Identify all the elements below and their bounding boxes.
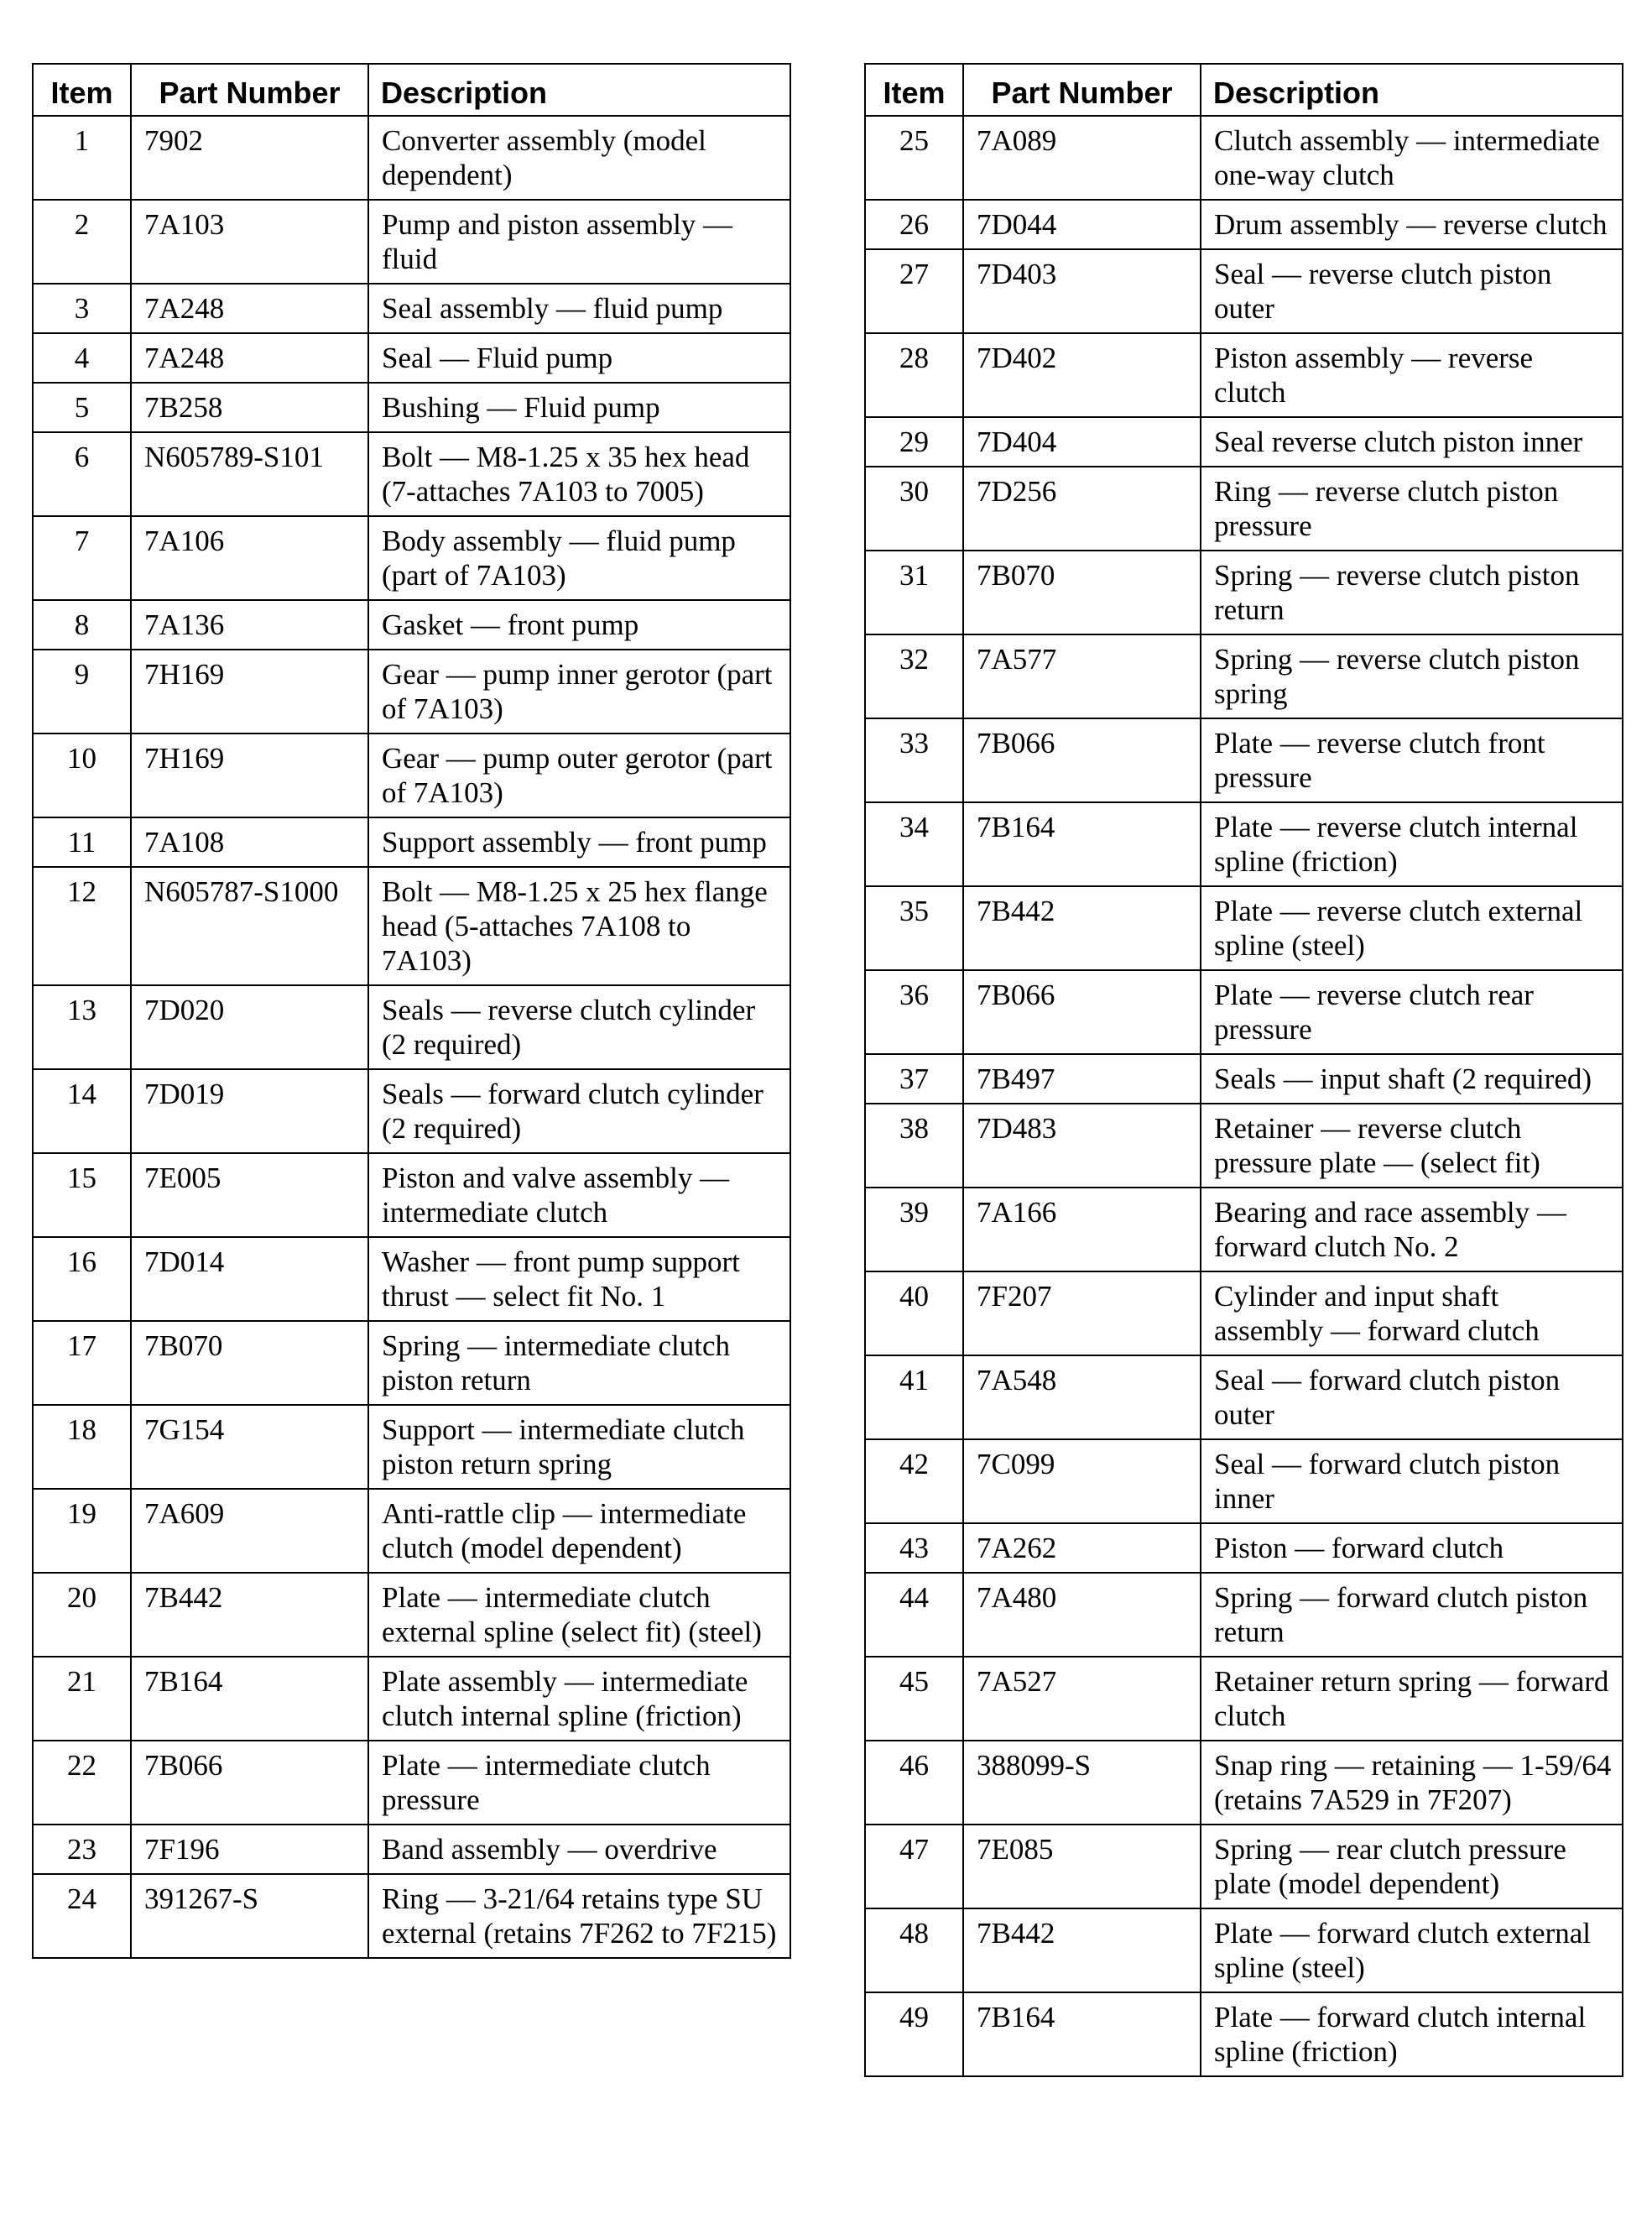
table-row	[33, 1741, 790, 1825]
table-header-row	[33, 64, 790, 116]
description-cell: Plate assembly — intermediate clutch internal spline (friction)	[368, 1657, 790, 1741]
item-cell: 19	[33, 1489, 131, 1573]
table-row	[33, 516, 790, 600]
part-number-cell: 7E005	[131, 1153, 368, 1237]
item-cell: 6	[33, 432, 131, 516]
description-cell: Bolt — M8-1.25 x 25 hex flange head (5-attaches 7A108 to 7A103)	[368, 867, 790, 985]
table-row	[865, 1054, 1623, 1104]
part-number-cell: 7B164	[963, 802, 1201, 886]
item-cell: 9	[33, 650, 131, 734]
item-cell: 21	[33, 1657, 131, 1741]
table-row	[33, 734, 790, 817]
table-row	[865, 1523, 1623, 1573]
table-row	[865, 1104, 1623, 1188]
part-number-cell: 7A108	[131, 817, 368, 867]
part-number-cell: N605787-S1000	[131, 867, 368, 985]
part-number-cell: 7D020	[131, 985, 368, 1069]
part-number-cell: 7E085	[963, 1825, 1201, 1908]
part-number-cell: 7A548	[963, 1355, 1201, 1439]
description-cell: Plate — forward clutch internal spline (friction)	[1201, 1992, 1623, 2076]
table-row	[33, 1321, 790, 1405]
table-row	[865, 634, 1623, 718]
description-cell: Seal — forward clutch piston outer	[1201, 1355, 1623, 1439]
item-cell: 12	[33, 867, 131, 985]
description-cell: Retainer — reverse clutch pressure plate — (select fit)	[1201, 1104, 1623, 1188]
table-row	[33, 284, 790, 333]
table-row	[33, 1657, 790, 1741]
part-number-cell: 7A480	[963, 1573, 1201, 1657]
part-number-cell: 7B066	[131, 1741, 368, 1825]
item-cell: 29	[865, 417, 963, 467]
part-number-cell: 7A262	[963, 1523, 1201, 1573]
item-cell: 2	[33, 200, 131, 284]
part-number-cell: 7B070	[131, 1321, 368, 1405]
item-cell: 23	[33, 1825, 131, 1874]
table-row	[865, 116, 1623, 200]
part-number-cell: 7F196	[131, 1825, 368, 1874]
description-cell: Plate — forward clutch external spline (steel)	[1201, 1908, 1623, 1992]
table-row	[33, 1489, 790, 1573]
table-row	[865, 1825, 1623, 1908]
part-number-cell: 7G154	[131, 1405, 368, 1489]
description-cell: Bushing — Fluid pump	[368, 383, 790, 432]
table-row	[865, 200, 1623, 249]
table-row	[33, 432, 790, 516]
description-cell: Seals — forward clutch cylinder (2 required)	[368, 1069, 790, 1153]
item-cell: 24	[33, 1874, 131, 1958]
description-cell: Spring — rear clutch pressure plate (model dependent)	[1201, 1825, 1623, 1908]
description-cell: Spring — intermediate clutch piston return	[368, 1321, 790, 1405]
header-description: Description	[368, 64, 790, 116]
table-row	[865, 249, 1623, 333]
part-number-cell: 7D483	[963, 1104, 1201, 1188]
table-row	[33, 650, 790, 734]
description-cell: Body assembly — fluid pump (part of 7A103)	[368, 516, 790, 600]
description-cell: Piston — forward clutch	[1201, 1523, 1623, 1573]
part-number-cell: 7H169	[131, 650, 368, 734]
part-number-cell: N605789-S101	[131, 432, 368, 516]
table-row	[33, 1237, 790, 1321]
item-cell: 43	[865, 1523, 963, 1573]
description-cell: Pump and piston assembly — fluid	[368, 200, 790, 284]
description-cell: Gasket — front pump	[368, 600, 790, 650]
parts-table-right	[864, 63, 1623, 2077]
table-row	[865, 551, 1623, 634]
item-cell: 42	[865, 1439, 963, 1523]
header-part-number: Part Number	[131, 64, 368, 116]
description-cell: Seal — reverse clutch piston outer	[1201, 249, 1623, 333]
table-row	[33, 333, 790, 383]
part-number-cell: 7A248	[131, 333, 368, 383]
description-cell: Plate — reverse clutch front pressure	[1201, 718, 1623, 802]
item-cell: 3	[33, 284, 131, 333]
table-row	[33, 1153, 790, 1237]
item-cell: 31	[865, 551, 963, 634]
item-cell: 38	[865, 1104, 963, 1188]
description-cell: Clutch assembly — intermediate one-way clutch	[1201, 116, 1623, 200]
item-cell: 30	[865, 467, 963, 551]
part-number-cell: 7B497	[963, 1054, 1201, 1104]
table-row	[33, 200, 790, 284]
item-cell: 36	[865, 970, 963, 1054]
table-row	[865, 886, 1623, 970]
description-cell: Band assembly — overdrive	[368, 1825, 790, 1874]
table-row	[33, 867, 790, 985]
part-number-cell: 7B442	[963, 886, 1201, 970]
part-number-cell: 7D014	[131, 1237, 368, 1321]
description-cell: Spring — reverse clutch piston return	[1201, 551, 1623, 634]
part-number-cell: 7A527	[963, 1657, 1201, 1741]
part-number-cell: 391267-S	[131, 1874, 368, 1958]
part-number-cell: 388099-S	[963, 1741, 1201, 1825]
part-number-cell: 7902	[131, 116, 368, 200]
part-number-cell: 7B066	[963, 970, 1201, 1054]
part-number-cell: 7A166	[963, 1188, 1201, 1271]
part-number-cell: 7H169	[131, 734, 368, 817]
description-cell: Bolt — M8-1.25 x 35 hex head (7-attaches 7A103 to 7005)	[368, 432, 790, 516]
description-cell: Spring — reverse clutch piston spring	[1201, 634, 1623, 718]
description-cell: Seal — forward clutch piston inner	[1201, 1439, 1623, 1523]
part-number-cell: 7B258	[131, 383, 368, 432]
item-cell: 16	[33, 1237, 131, 1321]
part-number-cell: 7D256	[963, 467, 1201, 551]
item-cell: 1	[33, 116, 131, 200]
table-row	[865, 718, 1623, 802]
description-cell: Drum assembly — reverse clutch	[1201, 200, 1623, 249]
parts-table-right-body	[865, 116, 1623, 2076]
table-row	[865, 1439, 1623, 1523]
table-row	[865, 1573, 1623, 1657]
part-number-cell: 7F207	[963, 1271, 1201, 1355]
part-number-cell: 7B164	[131, 1657, 368, 1741]
description-cell: Seal assembly — fluid pump	[368, 284, 790, 333]
table-row	[865, 1741, 1623, 1825]
description-cell: Piston and valve assembly — intermediate clutch	[368, 1153, 790, 1237]
part-number-cell: 7A106	[131, 516, 368, 600]
item-cell: 49	[865, 1992, 963, 2076]
item-cell: 34	[865, 802, 963, 886]
table-row	[33, 116, 790, 200]
part-number-cell: 7A136	[131, 600, 368, 650]
item-cell: 15	[33, 1153, 131, 1237]
table-row	[865, 333, 1623, 417]
table-row	[865, 1271, 1623, 1355]
description-cell: Washer — front pump support thrust — select fit No. 1	[368, 1237, 790, 1321]
table-row	[865, 1657, 1623, 1741]
description-cell: Plate — intermediate clutch external spline (select fit) (steel)	[368, 1573, 790, 1657]
table-row	[33, 985, 790, 1069]
table-row	[865, 1908, 1623, 1992]
item-cell: 27	[865, 249, 963, 333]
table-row	[865, 1188, 1623, 1271]
table-row	[865, 802, 1623, 886]
description-cell: Anti-rattle clip — intermediate clutch (model dependent)	[368, 1489, 790, 1573]
description-cell: Cylinder and input shaft assembly — forward clutch	[1201, 1271, 1623, 1355]
item-cell: 5	[33, 383, 131, 432]
item-cell: 17	[33, 1321, 131, 1405]
item-cell: 33	[865, 718, 963, 802]
table-row	[33, 1405, 790, 1489]
header-item: Item	[865, 64, 963, 116]
table-row	[33, 1825, 790, 1874]
description-cell: Ring — reverse clutch piston pressure	[1201, 467, 1623, 551]
part-number-cell: 7D402	[963, 333, 1201, 417]
description-cell: Ring — 3-21/64 retains type SU external (retains 7F262 to 7F215)	[368, 1874, 790, 1958]
item-cell: 13	[33, 985, 131, 1069]
description-cell: Gear — pump outer gerotor (part of 7A103)	[368, 734, 790, 817]
description-cell: Plate — reverse clutch internal spline (friction)	[1201, 802, 1623, 886]
part-number-cell: 7D403	[963, 249, 1201, 333]
description-cell: Piston assembly — reverse clutch	[1201, 333, 1623, 417]
description-cell: Bearing and race assembly — forward clutch No. 2	[1201, 1188, 1623, 1271]
item-cell: 45	[865, 1657, 963, 1741]
table-row	[865, 1355, 1623, 1439]
part-number-cell: 7A103	[131, 200, 368, 284]
part-number-cell: 7A089	[963, 116, 1201, 200]
part-number-cell: 7A577	[963, 634, 1201, 718]
table-row	[865, 970, 1623, 1054]
item-cell: 44	[865, 1573, 963, 1657]
description-cell: Plate — reverse clutch rear pressure	[1201, 970, 1623, 1054]
description-cell: Plate — reverse clutch external spline (steel)	[1201, 886, 1623, 970]
table-row	[33, 1573, 790, 1657]
table-row	[865, 1992, 1623, 2076]
part-number-cell: 7A609	[131, 1489, 368, 1573]
description-cell: Seal reverse clutch piston inner	[1201, 417, 1623, 467]
item-cell: 20	[33, 1573, 131, 1657]
item-cell: 8	[33, 600, 131, 650]
header-part-number: Part Number	[963, 64, 1201, 116]
description-cell: Support — intermediate clutch piston return spring	[368, 1405, 790, 1489]
item-cell: 18	[33, 1405, 131, 1489]
item-cell: 25	[865, 116, 963, 200]
parts-table-left-body	[33, 116, 790, 1958]
table-header-row	[865, 64, 1623, 116]
table-row	[865, 467, 1623, 551]
part-number-cell: 7D019	[131, 1069, 368, 1153]
table-row	[865, 417, 1623, 467]
item-cell: 4	[33, 333, 131, 383]
part-number-cell: 7B442	[131, 1573, 368, 1657]
description-cell: Seals — input shaft (2 required)	[1201, 1054, 1623, 1104]
part-number-cell: 7B442	[963, 1908, 1201, 1992]
description-cell: Plate — intermediate clutch pressure	[368, 1741, 790, 1825]
header-description: Description	[1201, 64, 1623, 116]
item-cell: 40	[865, 1271, 963, 1355]
part-number-cell: 7A248	[131, 284, 368, 333]
description-cell: Retainer return spring — forward clutch	[1201, 1657, 1623, 1741]
description-cell: Support assembly — front pump	[368, 817, 790, 867]
header-item: Item	[33, 64, 131, 116]
part-number-cell: 7B164	[963, 1992, 1201, 2076]
description-cell: Converter assembly (model dependent)	[368, 116, 790, 200]
item-cell: 41	[865, 1355, 963, 1439]
table-row	[33, 1069, 790, 1153]
item-cell: 35	[865, 886, 963, 970]
description-cell: Spring — forward clutch piston return	[1201, 1573, 1623, 1657]
description-cell: Gear — pump inner gerotor (part of 7A103)	[368, 650, 790, 734]
part-number-cell: 7D044	[963, 200, 1201, 249]
part-number-cell: 7B070	[963, 551, 1201, 634]
table-row	[33, 817, 790, 867]
item-cell: 22	[33, 1741, 131, 1825]
item-cell: 26	[865, 200, 963, 249]
item-cell: 32	[865, 634, 963, 718]
item-cell: 39	[865, 1188, 963, 1271]
part-number-cell: 7C099	[963, 1439, 1201, 1523]
table-row	[33, 383, 790, 432]
description-cell: Snap ring — retaining — 1-59/64 (retains 7A529 in 7F207)	[1201, 1741, 1623, 1825]
description-cell: Seals — reverse clutch cylinder (2 required)	[368, 985, 790, 1069]
item-cell: 14	[33, 1069, 131, 1153]
item-cell: 48	[865, 1908, 963, 1992]
parts-table-left	[32, 63, 791, 1959]
item-cell: 47	[865, 1825, 963, 1908]
item-cell: 7	[33, 516, 131, 600]
item-cell: 10	[33, 734, 131, 817]
item-cell: 37	[865, 1054, 963, 1104]
description-cell: Seal — Fluid pump	[368, 333, 790, 383]
item-cell: 46	[865, 1741, 963, 1825]
table-row	[33, 1874, 790, 1958]
part-number-cell: 7D404	[963, 417, 1201, 467]
part-number-cell: 7B066	[963, 718, 1201, 802]
table-row	[33, 600, 790, 650]
item-cell: 28	[865, 333, 963, 417]
item-cell: 11	[33, 817, 131, 867]
